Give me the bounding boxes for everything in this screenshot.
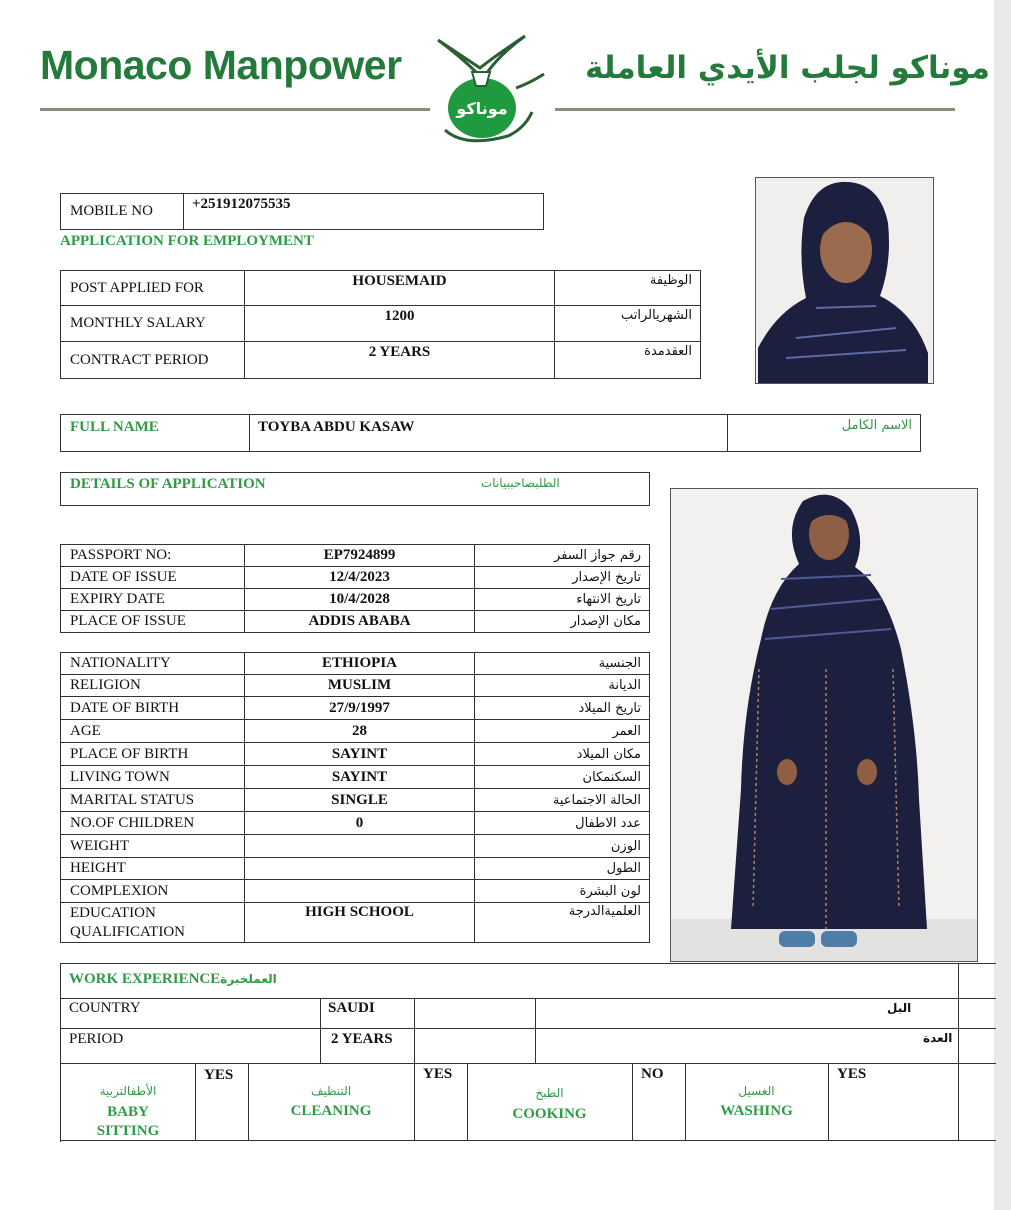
marital-status-label: MARITAL STATUS bbox=[61, 789, 245, 812]
complexion-value bbox=[245, 880, 475, 903]
passport-table bbox=[60, 544, 650, 633]
details-header bbox=[60, 472, 650, 506]
post-arabic: الوظيفة bbox=[555, 271, 701, 306]
height-label: HEIGHT bbox=[61, 858, 245, 880]
skill-cooking-answer: NO bbox=[641, 1066, 664, 1082]
contract-label: CONTRACT PERIOD bbox=[61, 342, 245, 379]
portrait-person-icon bbox=[756, 178, 933, 383]
religion-label: RELIGION bbox=[61, 675, 245, 697]
table-row bbox=[61, 835, 650, 858]
full-name-table bbox=[60, 414, 921, 452]
table-row bbox=[61, 766, 650, 789]
application-title: APPLICATION FOR EMPLOYMENT bbox=[60, 233, 314, 249]
period-label: PERIOD bbox=[69, 1031, 124, 1047]
passport-no-value: EP7924899 bbox=[245, 545, 475, 567]
children-value: 0 bbox=[245, 812, 475, 835]
company-logo bbox=[420, 28, 550, 143]
birth-place-arabic: مكان الميلاد bbox=[475, 743, 650, 766]
skill-washing-answer: YES bbox=[837, 1066, 867, 1082]
salary-label: MONTHLY SALARY bbox=[61, 306, 245, 342]
table-row bbox=[61, 880, 650, 903]
personal-table bbox=[60, 652, 650, 943]
table-row bbox=[61, 743, 650, 766]
nationality-arabic: الجنسية bbox=[475, 653, 650, 675]
nationality-value: ETHIOPIA bbox=[245, 653, 475, 675]
country-arabic: البل bbox=[887, 1001, 912, 1015]
table-row bbox=[61, 789, 650, 812]
column-rule bbox=[414, 998, 415, 1063]
row-rule bbox=[61, 1063, 996, 1064]
issue-date-value: 12/4/2023 bbox=[245, 567, 475, 589]
post-value: HOUSEMAID bbox=[245, 271, 555, 306]
skill-babysitting-label: BABY SITTING bbox=[96, 1104, 160, 1139]
row-rule bbox=[61, 998, 996, 999]
age-label: AGE bbox=[61, 720, 245, 743]
logo-text: موناكو bbox=[456, 99, 508, 118]
work-experience-section bbox=[60, 963, 996, 1142]
column-rule bbox=[195, 1064, 196, 1141]
skill-washing-label: WASHING bbox=[720, 1103, 793, 1119]
passport-no-arabic: رقم جواز السفر bbox=[475, 545, 650, 567]
education-label: EDUCATION QUALIFICATION bbox=[61, 903, 245, 943]
weight-arabic: الوزن bbox=[475, 835, 650, 858]
birth-date-arabic: تاريخ الميلاد bbox=[475, 697, 650, 720]
table-row bbox=[61, 675, 650, 697]
issue-place-value: ADDIS ABABA bbox=[245, 611, 475, 633]
period-value: 2 YEARS bbox=[331, 1031, 393, 1047]
job-table bbox=[60, 270, 701, 379]
religion-value: MUSLIM bbox=[245, 675, 475, 697]
full-body-photo bbox=[670, 488, 978, 962]
issue-date-label: DATE OF ISSUE bbox=[61, 567, 245, 589]
column-rule bbox=[958, 998, 959, 1063]
complexion-label: COMPLEXION bbox=[61, 880, 245, 903]
column-rule bbox=[535, 998, 536, 1063]
salary-value: 1200 bbox=[245, 306, 555, 342]
skill-babysitting-answer: YES bbox=[204, 1067, 234, 1083]
row-rule bbox=[61, 1028, 996, 1029]
table-row bbox=[61, 858, 650, 880]
table-row bbox=[61, 545, 650, 567]
children-arabic: عدد الاطفال bbox=[475, 812, 650, 835]
skill-babysitting-arabic: الأطفالتربية bbox=[99, 1084, 157, 1098]
table-row bbox=[61, 589, 650, 611]
country-value: SAUDI bbox=[328, 1000, 375, 1016]
skill-cleaning-answer: YES bbox=[423, 1066, 453, 1082]
row-rule bbox=[61, 1140, 996, 1141]
work-title-group bbox=[69, 971, 277, 988]
passport-no-label: PASSPORT NO: bbox=[61, 545, 245, 567]
header-rule-left bbox=[40, 108, 430, 111]
full-name-arabic: الاسم الكامل bbox=[728, 415, 921, 452]
marital-status-value: SINGLE bbox=[245, 789, 475, 812]
education-value: HIGH SCHOOL bbox=[245, 903, 475, 943]
age-value: 28 bbox=[245, 720, 475, 743]
mobile-table bbox=[60, 193, 544, 230]
falcon-logo-icon bbox=[420, 28, 550, 143]
height-arabic: الطول bbox=[475, 858, 650, 880]
table-row bbox=[61, 720, 650, 743]
marital-status-arabic: الحالة الاجتماعية bbox=[475, 789, 650, 812]
living-town-label: LIVING TOWN bbox=[61, 766, 245, 789]
weight-value bbox=[245, 835, 475, 858]
work-experience-title: WORK EXPERIENCE bbox=[69, 971, 221, 987]
column-rule bbox=[467, 1064, 468, 1141]
column-rule bbox=[320, 998, 321, 1063]
table-row bbox=[61, 567, 650, 589]
children-label: NO.OF CHILDREN bbox=[61, 812, 245, 835]
work-experience-arabic: العملخبرة bbox=[220, 972, 277, 986]
living-town-arabic: السكنمكان bbox=[475, 766, 650, 789]
issue-place-arabic: مكان الإصدار bbox=[475, 611, 650, 633]
mobile-label: MOBILE NO bbox=[61, 194, 184, 230]
salary-arabic: الشهريالراتب bbox=[555, 306, 701, 342]
column-rule bbox=[632, 1064, 633, 1141]
period-arabic: العدة bbox=[923, 1031, 953, 1045]
post-label: POST APPLIED FOR bbox=[61, 271, 245, 306]
brand-name: Monaco Manpower bbox=[40, 42, 402, 88]
header-rule-right bbox=[555, 108, 955, 111]
birth-date-value: 27/9/1997 bbox=[245, 697, 475, 720]
birth-place-value: SAYINT bbox=[245, 743, 475, 766]
table-row bbox=[61, 611, 650, 633]
details-arabic: الطلبصاحببيانات bbox=[481, 476, 560, 490]
column-rule bbox=[958, 964, 959, 998]
full-body-person-icon bbox=[671, 489, 977, 961]
column-rule bbox=[958, 1064, 959, 1141]
expiry-date-arabic: تاريخ الانتهاء bbox=[475, 589, 650, 611]
column-rule bbox=[414, 1064, 415, 1141]
full-name-value: TOYBA ABDU KASAW bbox=[250, 415, 728, 452]
skill-cleaning-arabic: التنظيف bbox=[310, 1084, 352, 1098]
skill-cooking-label: COOKING bbox=[512, 1106, 587, 1122]
issue-place-label: PLACE OF ISSUE bbox=[61, 611, 245, 633]
mobile-value: +251912075535 bbox=[184, 194, 544, 230]
table-row bbox=[61, 653, 650, 675]
skill-cooking-arabic: الطبخ bbox=[535, 1086, 564, 1100]
expiry-date-label: EXPIRY DATE bbox=[61, 589, 245, 611]
brand-name-arabic: موناكو لجلب الأيدي العاملة bbox=[585, 50, 990, 86]
details-label: DETAILS OF APPLICATION bbox=[70, 476, 266, 492]
skill-cleaning-label: CLEANING bbox=[290, 1103, 372, 1119]
nationality-label: NATIONALITY bbox=[61, 653, 245, 675]
table-row bbox=[61, 812, 650, 835]
contract-value: 2 YEARS bbox=[245, 342, 555, 379]
contract-arabic: العقدمدة bbox=[555, 342, 701, 379]
complexion-arabic: لون البشرة bbox=[475, 880, 650, 903]
issue-date-arabic: تاريخ الإصدار bbox=[475, 567, 650, 589]
skill-washing-arabic: الغسيل bbox=[738, 1084, 775, 1098]
height-value bbox=[245, 858, 475, 880]
living-town-value: SAYINT bbox=[245, 766, 475, 789]
country-label: COUNTRY bbox=[69, 1000, 141, 1016]
table-row bbox=[61, 697, 650, 720]
religion-arabic: الديانة bbox=[475, 675, 650, 697]
table-row bbox=[61, 903, 650, 943]
birth-date-label: DATE OF BIRTH bbox=[61, 697, 245, 720]
column-rule bbox=[828, 1064, 829, 1141]
birth-place-label: PLACE OF BIRTH bbox=[61, 743, 245, 766]
full-name-label: FULL NAME bbox=[61, 415, 250, 452]
weight-label: WEIGHT bbox=[61, 835, 245, 858]
education-arabic: العلميةالدرجة bbox=[475, 903, 650, 943]
expiry-date-value: 10/4/2028 bbox=[245, 589, 475, 611]
portrait-photo bbox=[755, 177, 934, 384]
age-arabic: العمر bbox=[475, 720, 650, 743]
page-edge bbox=[994, 0, 1011, 1210]
